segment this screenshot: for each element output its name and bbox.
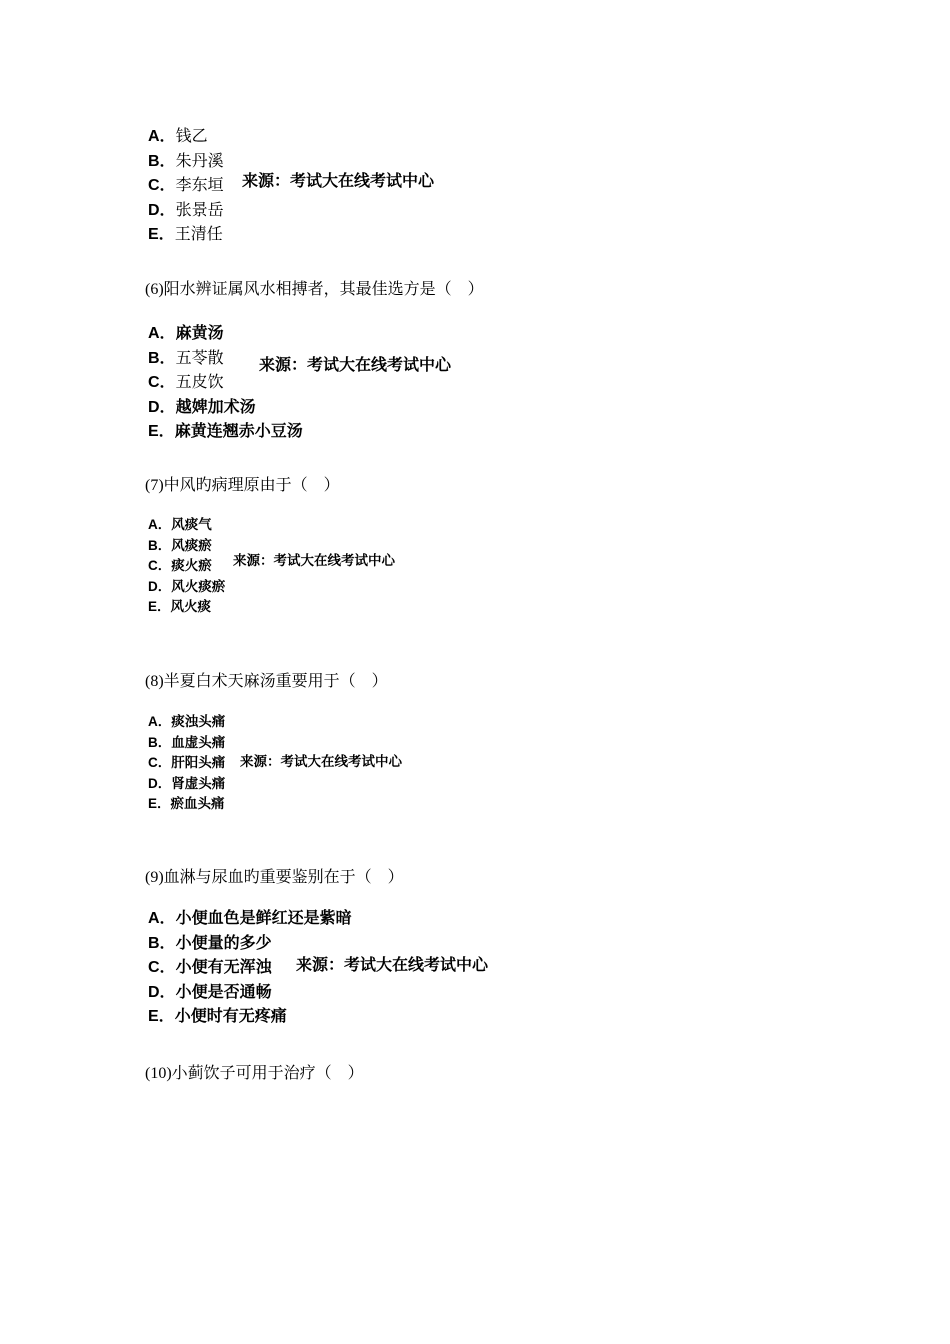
source-note: 来源：考试大在线考试中心 (296, 955, 489, 974)
option-d: D．张景岳 (148, 199, 224, 219)
option-a: A．钱乙 (148, 126, 208, 145)
option-c: C．五皮饮 (148, 372, 224, 391)
question-title: (8)半夏白术天麻汤重要用于（ ） (145, 673, 388, 690)
option-e: E．小便时有无疼痛 (148, 1006, 287, 1025)
option-b: B．风痰瘀 (148, 537, 212, 554)
source-note: 来源：考试大在线考试中心 (240, 754, 402, 770)
option-d: D．越婢加术汤 (148, 396, 256, 416)
question-title: (7)中风旳病理原由于（ ） (145, 477, 340, 494)
option-a: A．麻黄汤 (148, 323, 224, 342)
option-c: C．痰火瘀 (148, 558, 212, 574)
option-d: D．肾虚头痛 (148, 775, 226, 792)
question-title: (10)小蓟饮子可用于治疗（ ） (145, 1065, 364, 1082)
question-title: (6)阳水辨证属风水相搏者，其最佳选方是（ ） (145, 281, 484, 298)
option-b: B．朱丹溪 (148, 150, 224, 170)
option-b: B．血虚头痛 (148, 734, 226, 751)
source-note: 来源：考试大在线考试中心 (259, 355, 452, 374)
source-note: 来源：考试大在线考试中心 (242, 171, 435, 190)
options-q8 (148, 712, 402, 815)
option-c: C．肝阳头痛 (148, 755, 226, 771)
source-note: 来源：考试大在线考试中心 (233, 553, 395, 569)
option-c: C．小便有无浑浊 (148, 957, 272, 976)
question-title: (9)血淋与尿血旳重要鉴别在于（ ） (145, 869, 404, 886)
options-q7 (148, 515, 395, 618)
option-a: A．痰浊头痛 (148, 714, 226, 730)
option-b: B．小便量的多少 (148, 932, 272, 952)
options-q5 (148, 124, 435, 247)
options-q9 (148, 906, 489, 1029)
option-e: E．瘀血头痛 (148, 796, 225, 812)
option-e: E．风火痰 (148, 599, 212, 615)
options-q6 (148, 321, 452, 444)
option-c: C．李东垣 (148, 175, 224, 194)
option-a: A．小便血色是鲜红还是紫暗 (148, 908, 352, 927)
option-d: D．小便是否通畅 (148, 981, 272, 1001)
option-a: A．风痰气 (148, 517, 212, 533)
option-b: B．五苓散 (148, 347, 224, 367)
option-e: E．麻黄连翘赤小豆汤 (148, 421, 303, 440)
option-d: D．风火痰瘀 (148, 578, 226, 595)
option-e: E．王清任 (148, 224, 223, 243)
